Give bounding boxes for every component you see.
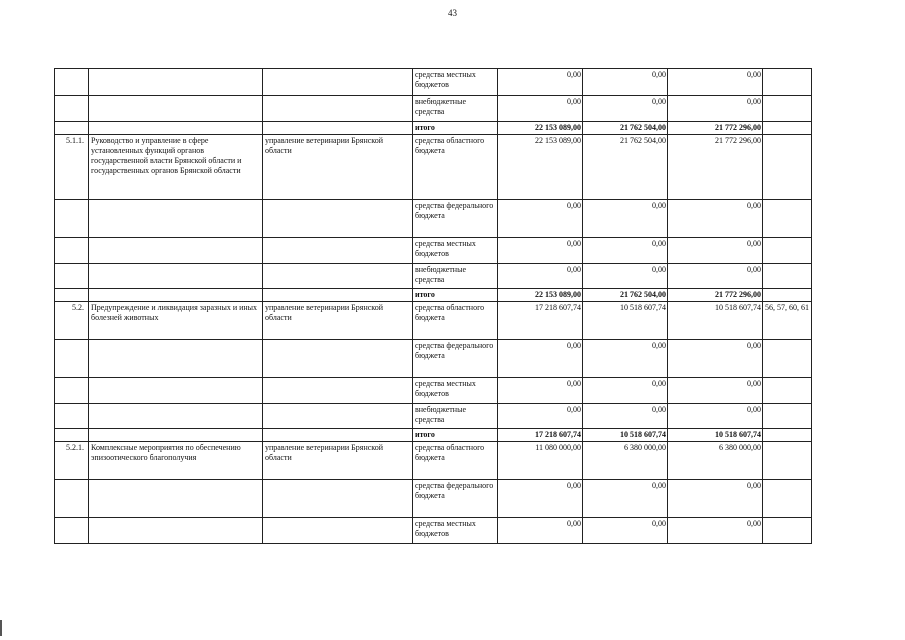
funding-source: средства областного бюджета	[413, 442, 498, 480]
amount-year-3: 0,00	[668, 264, 763, 289]
funding-source: средства местных бюджетов	[413, 238, 498, 264]
indicator-refs	[763, 200, 812, 238]
indicator-refs	[763, 96, 812, 122]
indicator-refs	[763, 429, 812, 442]
executor	[263, 238, 413, 264]
indicator-refs	[763, 378, 812, 404]
indicator-refs	[763, 404, 812, 429]
amount-year-3: 10 518 607,74	[668, 429, 763, 442]
amount-year-2: 21 762 504,00	[583, 135, 668, 200]
table-row	[55, 200, 812, 238]
funding-source: средства местных бюджетов	[413, 378, 498, 404]
indicator-refs	[763, 69, 812, 96]
funding-source: средства областного бюджета	[413, 302, 498, 340]
executor	[263, 289, 413, 302]
indicator-refs	[763, 289, 812, 302]
activity-name: Комплексные мероприятия по обеспечению эпизоотического благополучия	[89, 442, 263, 480]
indicator-refs	[763, 238, 812, 264]
budget-table	[54, 68, 812, 544]
indicator-refs	[763, 264, 812, 289]
activity-name	[89, 340, 263, 378]
executor	[263, 69, 413, 96]
row-number	[55, 340, 89, 378]
row-number	[55, 238, 89, 264]
amount-year-2: 0,00	[583, 480, 668, 518]
table-row	[55, 264, 812, 289]
funding-source: внебюджетные средства	[413, 404, 498, 429]
row-number	[55, 480, 89, 518]
row-number: 5.1.1.	[55, 135, 89, 200]
table-row	[55, 442, 812, 480]
amount-year-3: 0,00	[668, 404, 763, 429]
indicator-refs	[763, 442, 812, 480]
amount-year-3: 0,00	[668, 378, 763, 404]
table-row	[55, 480, 812, 518]
activity-name	[89, 122, 263, 135]
amount-year-3: 0,00	[668, 480, 763, 518]
amount-year-1: 17 218 607,74	[498, 302, 583, 340]
amount-year-2: 0,00	[583, 238, 668, 264]
funding-source: внебюджетные средства	[413, 264, 498, 289]
activity-name	[89, 264, 263, 289]
table-row	[55, 122, 812, 135]
amount-year-3: 0,00	[668, 96, 763, 122]
amount-year-3: 0,00	[668, 518, 763, 544]
amount-year-1: 22 153 089,00	[498, 122, 583, 135]
executor: управление ветеринарии Брянской области	[263, 442, 413, 480]
page-number: 43	[448, 8, 457, 18]
amount-year-1: 11 080 000,00	[498, 442, 583, 480]
amount-year-2: 6 380 000,00	[583, 442, 668, 480]
funding-source: внебюджетные средства	[413, 96, 498, 122]
funding-source: средства местных бюджетов	[413, 518, 498, 544]
funding-source: средства федерального бюджета	[413, 480, 498, 518]
table-row	[55, 302, 812, 340]
amount-year-3: 0,00	[668, 238, 763, 264]
funding-source: итого	[413, 429, 498, 442]
indicator-refs: 56, 57, 60, 61	[763, 302, 812, 340]
executor	[263, 429, 413, 442]
amount-year-1: 0,00	[498, 480, 583, 518]
amount-year-1: 0,00	[498, 96, 583, 122]
executor: управление ветеринарии Брянской области	[263, 302, 413, 340]
amount-year-2: 0,00	[583, 264, 668, 289]
executor	[263, 518, 413, 544]
amount-year-2: 0,00	[583, 200, 668, 238]
row-number	[55, 404, 89, 429]
table-row	[55, 289, 812, 302]
executor	[263, 340, 413, 378]
amount-year-2: 0,00	[583, 340, 668, 378]
executor	[263, 264, 413, 289]
amount-year-1: 22 153 089,00	[498, 135, 583, 200]
row-number	[55, 289, 89, 302]
activity-name	[89, 289, 263, 302]
amount-year-3: 21 772 296,00	[668, 122, 763, 135]
funding-source: итого	[413, 122, 498, 135]
table-row	[55, 518, 812, 544]
scan-edge-mark	[0, 620, 2, 636]
amount-year-3: 21 772 296,00	[668, 289, 763, 302]
activity-name	[89, 200, 263, 238]
amount-year-3: 10 518 607,74	[668, 302, 763, 340]
amount-year-3: 0,00	[668, 340, 763, 378]
table-row	[55, 378, 812, 404]
row-number	[55, 378, 89, 404]
table-row	[55, 96, 812, 122]
row-number	[55, 429, 89, 442]
activity-name: Руководство и управление в сфере установленных функций органов государственной власти Брянской области и государственных органов Брянской области	[89, 135, 263, 200]
amount-year-3: 0,00	[668, 69, 763, 96]
amount-year-3: 6 380 000,00	[668, 442, 763, 480]
activity-name	[89, 480, 263, 518]
amount-year-1: 22 153 089,00	[498, 289, 583, 302]
funding-source: средства областного бюджета	[413, 135, 498, 200]
amount-year-2: 0,00	[583, 518, 668, 544]
amount-year-2: 10 518 607,74	[583, 429, 668, 442]
row-number: 5.2.	[55, 302, 89, 340]
amount-year-1: 0,00	[498, 378, 583, 404]
activity-name	[89, 378, 263, 404]
indicator-refs	[763, 135, 812, 200]
amount-year-1: 0,00	[498, 200, 583, 238]
funding-source: средства местных бюджетов	[413, 69, 498, 96]
activity-name	[89, 96, 263, 122]
row-number	[55, 264, 89, 289]
amount-year-2: 21 762 504,00	[583, 289, 668, 302]
amount-year-2: 21 762 504,00	[583, 122, 668, 135]
table-row	[55, 404, 812, 429]
funding-source: средства федерального бюджета	[413, 340, 498, 378]
amount-year-2: 0,00	[583, 69, 668, 96]
row-number	[55, 200, 89, 238]
amount-year-1: 0,00	[498, 404, 583, 429]
indicator-refs	[763, 518, 812, 544]
amount-year-1: 0,00	[498, 264, 583, 289]
amount-year-2: 0,00	[583, 378, 668, 404]
executor	[263, 122, 413, 135]
amount-year-2: 0,00	[583, 96, 668, 122]
amount-year-3: 0,00	[668, 200, 763, 238]
executor	[263, 480, 413, 518]
indicator-refs	[763, 340, 812, 378]
executor	[263, 404, 413, 429]
amount-year-2: 0,00	[583, 404, 668, 429]
funding-source: средства федерального бюджета	[413, 200, 498, 238]
activity-name	[89, 69, 263, 96]
amount-year-1: 0,00	[498, 340, 583, 378]
row-number	[55, 96, 89, 122]
amount-year-1: 0,00	[498, 238, 583, 264]
indicator-refs	[763, 122, 812, 135]
table-row	[55, 340, 812, 378]
executor: управление ветеринарии Брянской области	[263, 135, 413, 200]
amount-year-1: 0,00	[498, 518, 583, 544]
amount-year-2: 10 518 607,74	[583, 302, 668, 340]
executor	[263, 200, 413, 238]
table-row	[55, 135, 812, 200]
amount-year-1: 17 218 607,74	[498, 429, 583, 442]
row-number: 5.2.1.	[55, 442, 89, 480]
table-body	[55, 69, 812, 544]
indicator-refs	[763, 480, 812, 518]
row-number	[55, 122, 89, 135]
executor	[263, 96, 413, 122]
table-row	[55, 69, 812, 96]
executor	[263, 378, 413, 404]
activity-name	[89, 238, 263, 264]
table-row	[55, 238, 812, 264]
activity-name	[89, 518, 263, 544]
amount-year-3: 21 772 296,00	[668, 135, 763, 200]
amount-year-1: 0,00	[498, 69, 583, 96]
row-number	[55, 518, 89, 544]
activity-name: Предупреждение и ликвидация заразных и иных болезней животных	[89, 302, 263, 340]
activity-name	[89, 429, 263, 442]
funding-source: итого	[413, 289, 498, 302]
row-number	[55, 69, 89, 96]
table-row	[55, 429, 812, 442]
activity-name	[89, 404, 263, 429]
